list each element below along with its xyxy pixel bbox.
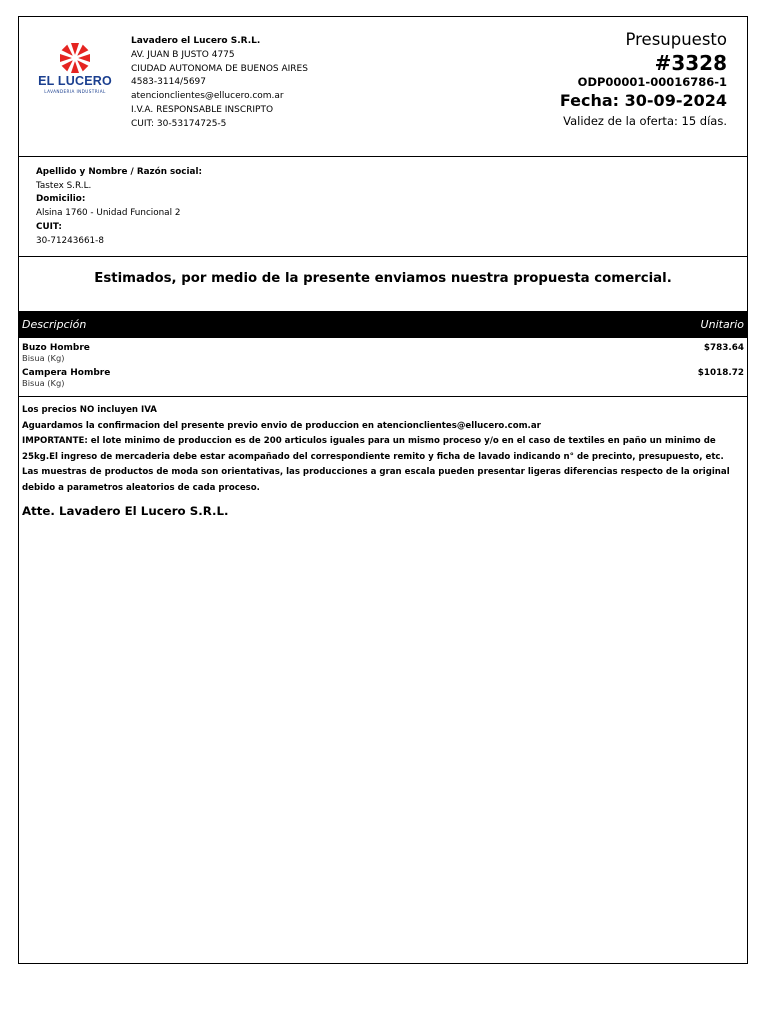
item-name: Campera Hombre [22, 368, 111, 378]
company-city: CIUDAD AUTONOMA DE BUENOS AIRES [131, 63, 308, 74]
logo-subtext: LAVANDERIA INDUSTRIAL [44, 89, 106, 94]
quote-document [18, 16, 748, 964]
logo-text: EL LUCERO [38, 74, 112, 88]
note-important: IMPORTANTE: el lote minimo de produccion es de 200 articulos iguales para un mismo proceso y/o en el caso de textiles en paño un minimo de 25kg.El ingreso de mercaderia debe estar acompañado del correspondiente remito y ficha de lavado indicando n° de precinto, presupuesto, etc. [22, 436, 724, 462]
signature: Atte. Lavadero El Lucero S.R.L. [22, 504, 229, 518]
company-cuit: CUIT: 30-53174725-5 [131, 118, 227, 129]
client-cuit-label: CUIT: [36, 221, 62, 232]
table-header [19, 311, 747, 338]
company-email: atencionclientes@ellucero.com.ar [131, 91, 284, 102]
sun-icon [37, 41, 113, 75]
quote-validity: Validez de la oferta: 15 días. [563, 114, 727, 128]
client-name: Tastex S.R.L. [36, 180, 92, 191]
quote-number: #3328 [654, 51, 727, 75]
client-address-label: Domicilio: [36, 194, 86, 205]
client-section [19, 156, 747, 257]
client-name-label: Apellido y Nombre / Razón social: [36, 167, 203, 177]
item-unit: Bisua (Kg) [22, 378, 65, 388]
company-info [131, 35, 308, 132]
company-address: AV. JUAN B JUSTO 4775 [131, 49, 235, 60]
item-price: $783.64 [703, 343, 744, 353]
items-table [19, 343, 747, 393]
column-unit-price: Unitario [700, 318, 744, 331]
table-row [19, 343, 747, 368]
quote-info [560, 29, 727, 131]
note-iva: Los precios NO incluyen IVA [22, 405, 157, 415]
quote-date: Fecha: 30-09-2024 [559, 91, 727, 110]
document-header [19, 17, 747, 157]
client-address: Alsina 1760 - Unidad Funcional 2 [36, 208, 181, 219]
client-cuit: 30-71243661-8 [36, 235, 104, 246]
table-row [19, 368, 747, 393]
company-phone: 4583-3114/5697 [131, 77, 206, 88]
company-logo [37, 41, 113, 101]
column-description: Descripción [22, 318, 87, 331]
quote-odp: ODP00001-00016786-1 [577, 75, 727, 89]
notes-section [22, 403, 744, 496]
item-price: $1018.72 [697, 368, 744, 378]
item-name: Buzo Hombre [22, 343, 90, 353]
divider [19, 396, 747, 397]
quote-label: Presupuesto [625, 30, 727, 49]
item-unit: Bisua (Kg) [22, 353, 65, 363]
company-name: Lavadero el Lucero S.R.L. [131, 36, 261, 46]
note-samples: Las muestras de productos de moda son orientativas, las producciones a gran escala pueden presentar ligeras diferencias respecto de la original debido a parametros aleatorios de cada proceso. [22, 467, 730, 493]
intro-text: Estimados, por medio de la presente enviamos nuestra propuesta comercial. [94, 271, 672, 286]
company-iva: I.V.A. RESPONSABLE INSCRIPTO [131, 104, 274, 115]
note-confirmation: Aguardamos la confirmacion del presente previo envio de produccion en atencionclientes@ellucero.com.ar [22, 420, 541, 431]
